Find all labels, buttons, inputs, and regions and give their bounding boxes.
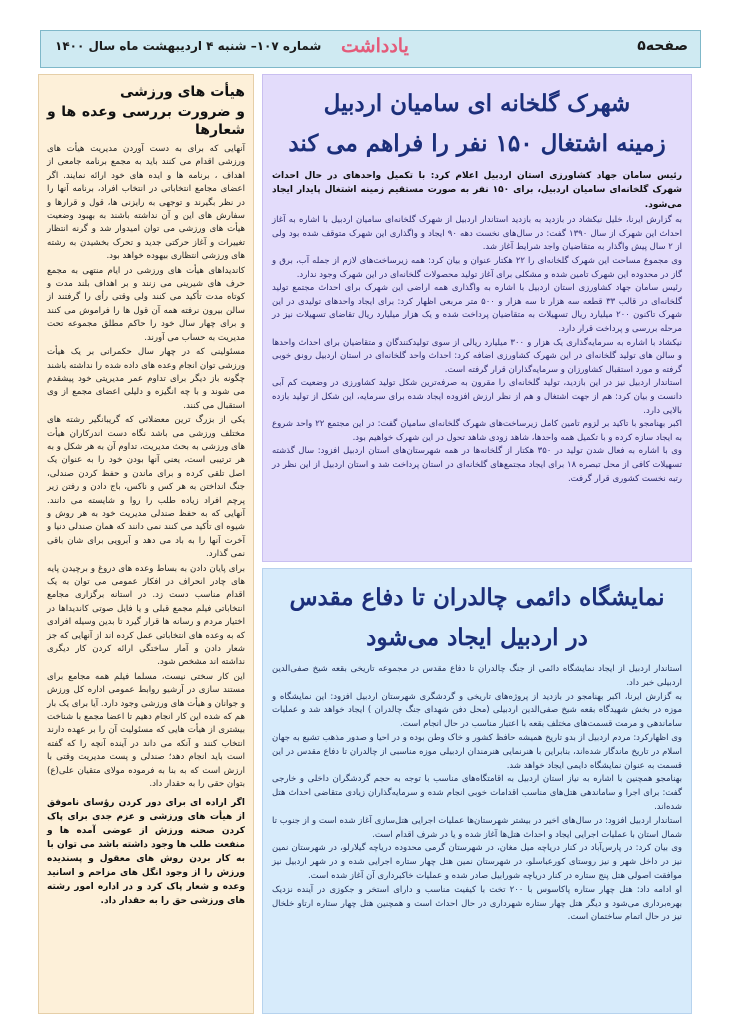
article1-title-line2: زمینه اشتغال ۱۵۰ نفر را فراهم می کند [288,130,666,157]
sidebar-paragraph: مسئولینی که در چهار سال حکمرانی بر یک هیأت ورزشی توان انجام وعده های داده شده را نداشته باشند چگونه باز دیگر برای تداوم عمر مدیریتی خود پیشقدم می شوند و با چه انگیزه و دلیلی اعضای مجمع از وی استقبال می کنند. [47,347,245,411]
article2-title-line2: در اردبیل ایجاد می‌شود [366,624,588,651]
sidebar-conclusion: اگر اراده ای برای دور کردن رؤسای ناموفق از هیأت های ورزشی و عزم جدی برای پاک کردن صحنه ورزش از عوضی آمده ها و منفعت طلب ها وجود داشته باشد می توان با به کار بردن روش های معقول و پسندیده ورزش را از وجود انگل های مزاحم و اسانید وعده و شعار پاک کرد و در اداره امور رشته های ورزشی حق را به حقدار داد. [47,797,245,906]
sidebar-title-line2: و ضرورت بررسی وعده ها و شعارها [47,104,245,138]
article1-paragraph: نیکشاد با اشاره به سرمایه‌گذاری یک هزار و ۳۰۰ میلیارد ریالی از سوی تولیدکنندگان و متقاضیان برای احداث واحدها و سالن های تولید گلخانه‌ای در این شهرک کشاورزی اضافه کرد: احداث واحد گلخانه‌ای در استان اردبیل رونق خوبی گرفته و مورد استقبال کشاورزان و سرمایه‌گذاران قرار گرفته است. [272,337,682,375]
article1-paragraph: وی مجموع مساحت این شهرک گلخانه‌ای را ۲۲ هکتار عنوان و بیان کرد: همه زیرساخت‌های لازم از جمله آب، برق و گاز در محدوده این شهرک تامین شده و مشکلی برای آغاز تولید محصولات گلخانه‌ای در این شهرک وجود ندارد. [272,256,683,280]
sidebar-paragraph: این کار سختی نیست، مسلما فیلم همه مجامع برای مستند سازی در آرشیو روابط عمومی اداره کل ورزش و جوانان و هیأت های ورزشی وجود دارد. آیا برای یک بار هم که شده این کار انجام دهیم تا اعضا مجمع با شناخت بیشتری از هیأت هایی که مسئولیت آن را بر عهده دارند انتخاب کنند و آنکه می داند در آینده آنچه را که گفته است باید انجام دهد؛ صندلی و پست مدیریت وقتی با ارزش است که به بنا به فرموده مولای متقیان علی(ع) بتوان حقی را به حقدار داد. [47,671,245,790]
article1-paragraph: وی با اشاره به فعال شدن تولید در ۳۵۰ هکتار از گلخانه‌ها در همه شهرستان‌های استان اردبیل افزود: سال گذشته تسهیلات کافی از محل تبصره ۱۸ برای ایجاد مجتمع‌های گلخانه‌ای در استان پرداخت شد و استان اردبیل از این نظر در رتبه نخست کشوری قرار گرفت. [272,446,682,484]
sidebar-paragraph: برای پایان دادن به بساط وعده های دروغ و برچیدن پایه های چادر انحراف در افکار عمومی می توان به یک اقدام مناسب دست زد. در استانه برگزاری مجامع انتخاباتی فیلم مجمع قبلی و یا فایل صوتی کاندیداها در اختیار مردم و رسانه ها قرار گیرد تا بدین وسیله افرادی که به وعده های انتخاباتی عمل کرده اند از آنهایی که جز شعار دادن و آمار ساختگی ارائه کردن کار دیگری نداشته اند مشخص شود. [47,563,245,668]
article-exhibition [262,568,692,1014]
sidebar-paragraph: آنهایی که برای به دست آوردن مدیریت هیأت های ورزشی اقدام می کنند باید به مجمع برنامه جامعی از اهداف ، برنامه ها و ایده های خود ارائه نمایند. اگر اعضای مجامع انتخاباتی در انتخاب افراد، برنامه آنها را در نظر بگیرند و توجهی به رایزنی ها، قول و قرارها و سفارش های این و آن نداشته باشند به بهبود وضعیت هیأت های ورزشی می توان امیدوار شد و گرنه انتظار تغییرات و آغاز حرکتی جدید و تحرک بخشیدن به رشته های ورزشی انتظاری بیهوده خواهد بود. [47,144,245,262]
article1-paragraph: اکبر بهنامجو با تاکید بر لزوم تامین کامل زیرساخت‌های شهرک گلخانه‌ای سامیان گفت: در این مجتمع ۲۲ واحد شروع به ایجاد سازه کرده و با تکمیل همه واحدها، شاهد زودی شاهد تحول در این شهرک خواهیم بود. [272,419,682,443]
article2-paragraph: بهنامجو همچنین با اشاره به نیاز استان اردبیل به اقامتگاه‌های مناسب با توجه به حجم گردشگران داخلی و خارجی گفت: برای اجرا و ساماندهی هتل‌های مناسب اقدامات خوبی انجام شده و سرمایه‌گذاران زیادی متقاضی احداث هتل شده‌اند. [272,774,682,812]
article1-title-line1: شهرک گلخانه ای سامیان اردبیل [323,90,631,117]
article2-paragraph: وی اظهارکرد: مردم اردبیل از بدو تاریخ همیشه حافظ کشور و خاک وطن بوده و در احیا و صدور مذهب تشیع به جهان اسلام در تاریخ ماندگار شده‌اند، بنابراین با هنرنمایی هنرمندان اردبیلی موزه مناسبی از چالدران تا دفاع مقدس در این قسمت به عنوان نمایشگاه دایمی ایجاد خواهد شد. [272,732,682,771]
article2-paragraph: وی بیان کرد: در پارس‌آباد در کنار دریاچه میل مغان، در شهرستان گرمی محدوده دریاچه گیلارلو، در شهرستان نمین نیز در داخل شهر و نیز روستای کورعباسلو، در شهرستان نمین هتل چهار ستاره اجرایی شده و در شهر اردبیل نیز موافقت اصولی هتل پنج ستاره در کنار دریاچه شورابیل صادر شده و عملیات خاکبرداری آن آغاز شده است. [272,843,682,881]
article2-paragraph: استاندار اردبیل از ایجاد نمایشگاه دائمی از جنگ چالدران تا دفاع مقدس در مجموعه تاریخی بقعه شیخ صفی‌الدین اردبیلی خبر داد. [272,664,682,688]
article2-paragraph: استاندار اردبیل افزود: در سال‌های اخیر در بیشتر شهرستان‌ها عملیات اجرایی هتل‌سازی آغاز شده است و از جنوب تا شمال استان با عملیات اجرایی ایجاد و احداث هتل‌ها آغاز شده و یا در شرف اقدام است. [272,815,682,840]
issue-info: شماره ۱۰۷– شنبه ۴ اردیبهشت ماه سال ۱۴۰۰ [55,39,322,53]
article2-paragraph: به گزارش ایرنا، اکبر بهنامجو در بازدید از پروژه‌های تاریخی و گردشگری شهرستان اردبیل افزود: این نمایشگاه و موزه در بخش شهیدگاه بقعه شیخ صفی‌الدین اردبیلی (محل دفن شهدای جنگ چالدران ) ایجاد خواهد شد و عملیات ساماندهی و مرمت قسمت‌های مختلف بقعه با اعتبار مناسب در حال انجام است. [272,691,682,730]
sidebar-title-line1: هیأت های ورزشی [119,84,245,100]
section-title: یادداشت [341,35,409,57]
sidebar-paragraph: کاندیداهای هیأت های ورزشی در ایام منتهی به مجمع حرف های شیرینی می زنند و بر اهداف بلند مدت و کوتاه مدت تأکید می کنند ولی وقتی رأی را گرفتند از سالن بیرون نرفته همه آن قول ها را فراموش می کنند و برای چهار سال خود را حاکم مطلق مجموعه تحت مدیریت به حساب می آورند. [47,265,245,343]
sidebar-paragraph: یکی از بزرگ ترین معضلاتی که گریبانگیر رشته های مختلف ورزشی می باشد نگاه دست اندرکاران هیأت های ورزشی به بحث مدیریت، تداوم آن به هر شکل و به هر ترتیبی است، یعنی آنها بودن خود را به عنوان یک اصل تلقی کرده و برای ماندن و حفظ کردن صندلی، جنگ انداختن به هر کس و ناکس، باج دادن و رفتن زیر پرچم افراد زیاده طلب را روا و شایسته می دانند. آنهایی که به حفظ صندلی مدیریت خود به هر روش و شیوه ای تأکید می کنند نمی دانند که همان صندلی دنیا و آخرت آنها را به باد می دهد و آبرویی برای شان باقی نمی گذارد. [47,415,245,560]
sidebar-column [38,74,254,1014]
page-header [40,30,701,68]
page-number: صفحه۵ [637,38,688,54]
article1-paragraph: به گزارش ایرنا، خلیل نیکشاد در بازدید به بازدید استاندار اردبیل از شهرک گلخانه‌ای سامیان اردبیل با اشاره به آغاز احداث این شهرک از سال ۱۳۹۰ گفت: در سال‌های نخست دهه ۹۰ ایجاد و واگذاری این شهرک متوقف شده بود ولی از ۲ سال پیش واگذار به متقاضیان واجد شرایط آغاز شد. [272,215,682,253]
article1-paragraph: رئیس سامان جهاد کشاورزی استان اردبیل با اشاره به واگذاری همه اراضی این شهرک برای احداث مجتمع تولید گلخانه‌ای در قالب ۳۳ قطعه سه هزار تا سه هزار و ۵۰۰ متر مربعی اظهار کرد: برای ایجاد واحدهای تولیدی در این شهرک تاکنون ۲۰۰ میلیارد ریال تسهیلات به متقاضیان پرداخت شده و یک هزار میلیارد ریال تقاضای تسهیلات نیز در مرحله بررسی و پرداخت قرار دارد. [272,283,682,334]
article1-paragraph: استاندار اردبیل نیز در این بازدید، تولید گلخانه‌ای را مقرون به صرفه‌ترین شکل تولید کشاورزی در وضعیت کم آبی دانست و بیان کرد: هم از جهت اشتغال و هم از نظر ارزش افزوده ایجاد شده برای سرمایه، این شکل از تولید بازده بالایی دارد. [272,378,682,416]
article2-paragraph: او ادامه داد: هتل چهار ستاره پاکاسوس با ۲۰۰ تخت با کیفیت مناسب و دارای استخر و جکوزی در آینده نزدیک بهره‌برداری می‌شود و دیگر هتل چهار ستاره شهرداری در حال احداث است و همچنین هتل چهار ستاره ارتاو خلخال نیز در حال اتمام ساختمان است. [272,884,682,923]
article2-title-line1: نمایشگاه دائمی چالدران تا دفاع مقدس [289,584,665,611]
article-greenhouse [262,74,692,562]
article1-lead: رئیس سامان جهاد کشاورزی استان اردبیل اعلام کرد: با تکمیل واحدهای در حال احداث شهرک گلخانه‌ای سامیان اردبیل، برای ۱۵۰ نفر به صورت مستقیم زمینه اشتغال پایدار ایجاد می‌شود. [272,171,682,210]
